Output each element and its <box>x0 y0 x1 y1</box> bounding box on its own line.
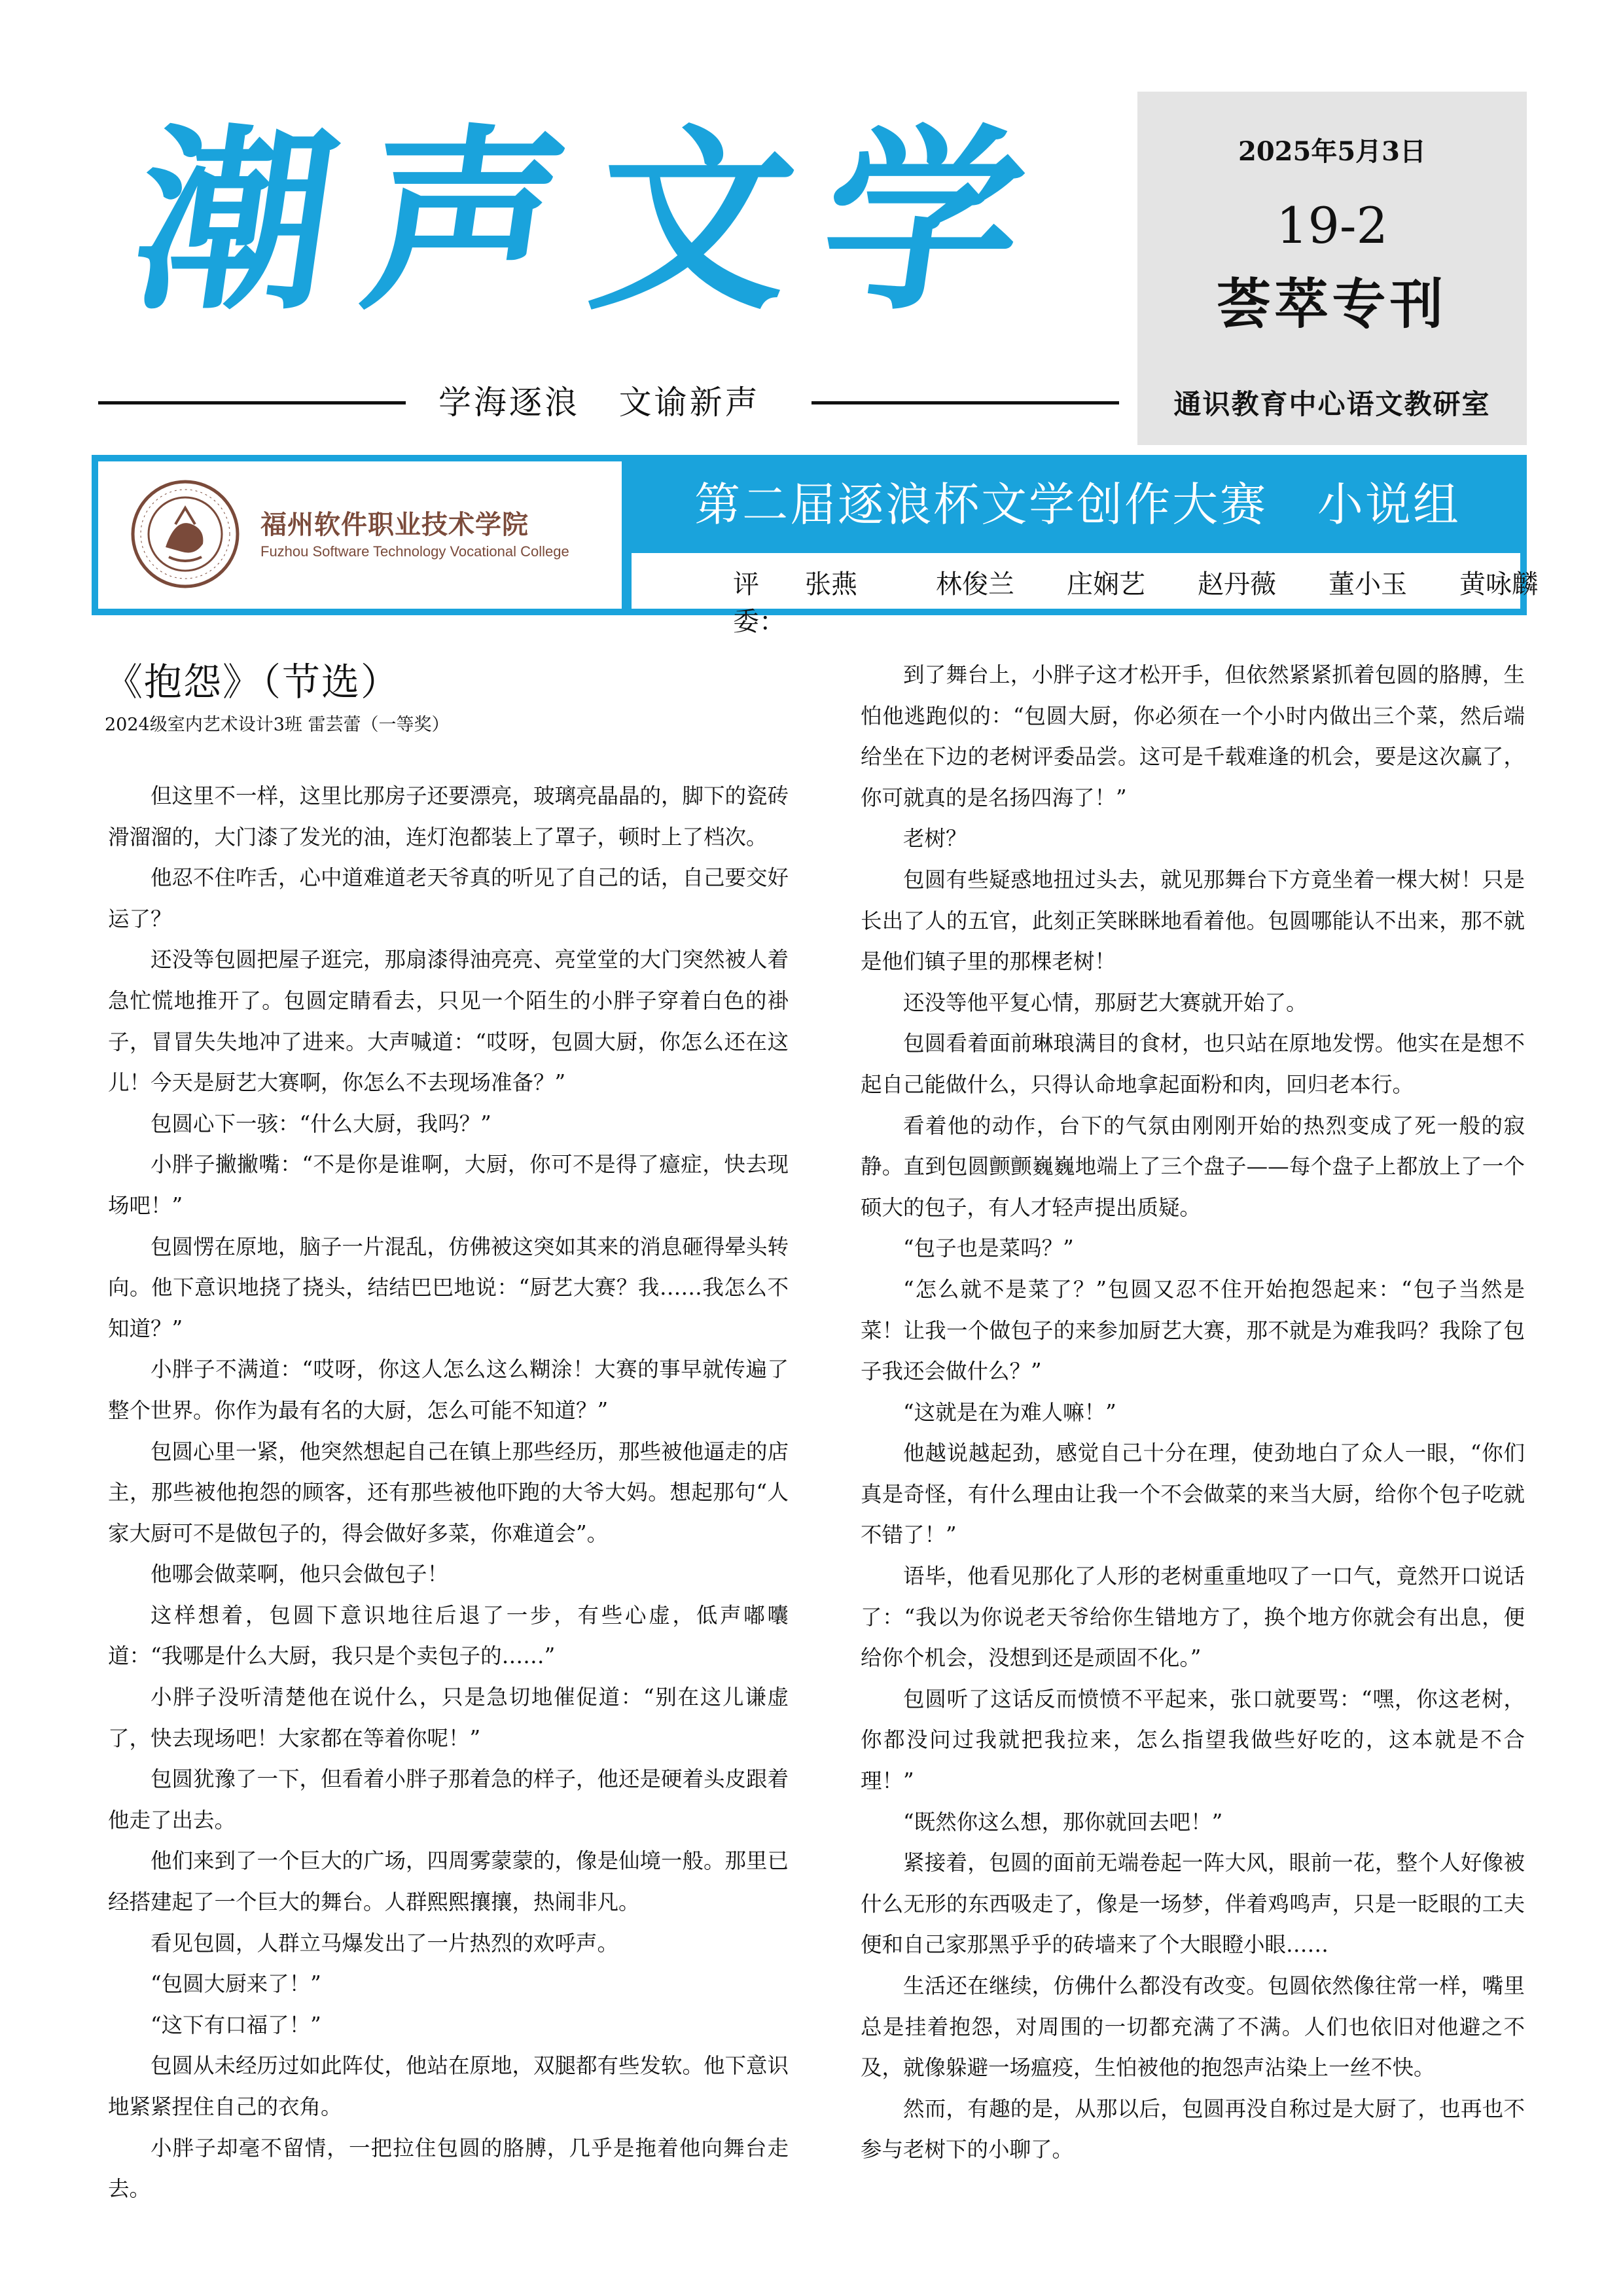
article-column-right <box>861 655 1525 2170</box>
paragraph: 小胖子没听清楚他在说什么，只是急切地催促道：“别在这儿谦虚了，快去现场吧！大家都在等着你呢！” <box>108 1685 789 1751</box>
slogan-row <box>98 376 1119 429</box>
judge-name: 庄娴艺 <box>1067 569 1145 600</box>
judges-label: 评委： <box>733 569 785 637</box>
judge-name: 张燕 <box>805 569 857 600</box>
paragraph: 紧接着，包圆的面前无端卷起一阵大风，眼前一花，整个人好像被什么无形的东西吸走了，像是一场梦，伴着鸡鸣声，只是一眨眼的工夫便和自己家那黑乎乎的砖墙来了个大眼瞪小眼…… <box>861 1850 1525 1958</box>
judges-panel <box>632 553 1538 637</box>
judge-name: 赵丹薇 <box>1198 569 1276 600</box>
paragraph: 然而，有趣的是，从那以后，包圆再没自称过是大厨了，也再也不参与老树下的小聊了。 <box>861 2096 1525 2162</box>
article-byline: 2024级室内艺术设计3班 雷芸蕾（一等奖） <box>105 715 450 735</box>
article-title: 《抱怨》（节选） <box>105 660 401 704</box>
paragraph: 他越说越起劲，感觉自己十分在理，使劲地白了众人一眼，“你们真是奇怪，有什么理由让我一个不会做菜的来当大厨，给你个包子吃就不错了！” <box>861 1441 1525 1548</box>
paragraph: 包圆看着面前琳琅满目的食材，也只站在原地发愣。他实在是想不起自己能做什么，只得认命地拿起面粉和肉，回归老本行。 <box>861 1031 1525 1097</box>
school-seal-icon <box>130 478 241 590</box>
issue-number: 19-2 <box>1276 196 1388 255</box>
paragraph: 小胖子却毫不留情，一把拉住包圆的胳膊，几乎是拖着他向舞台走去。 <box>108 2135 789 2202</box>
paragraph: 他们来到了一个巨大的广场，四周雾蒙蒙的，像是仙境一般。那里已经搭建起了一个巨大的舞台。人群熙熙攘攘，热闹非凡。 <box>108 1848 789 1915</box>
paragraph: 他哪会做菜啊，他只会做包子！ <box>151 1562 449 1587</box>
department: 通识教育中心语文教研室 <box>1173 388 1491 420</box>
paragraph: “这就是在为难人嘛！” <box>903 1399 1116 1425</box>
paragraph: “这下有口福了！” <box>151 2012 321 2037</box>
special-issue-label: 荟萃专刊 <box>1217 273 1448 336</box>
paragraph: 包圆犹豫了一下，但看着小胖子那着急的样子，他还是硬着头皮跟着他走了出去。 <box>108 1767 789 1833</box>
divider-left <box>98 401 406 404</box>
paragraph: 但这里不一样，这里比那房子还要漂亮，玻璃亮晶晶的，脚下的瓷砖滑溜溜的，大门漆了发光的油，连灯泡都装上了罩子，顿时上了档次。 <box>108 783 789 850</box>
issue-info-box <box>1137 92 1527 445</box>
paragraph: 包圆愣在原地，脑子一片混乱，仿佛被这突如其来的消息砸得晕头转向。他下意识地挠了挠头，结结巴巴地说：“厨艺大赛？我……我怎么不知道？” <box>108 1234 789 1341</box>
paragraph: 老树？ <box>903 826 967 852</box>
judges-list <box>733 564 1590 638</box>
paragraph: “既然你这么想，那你就回去吧！” <box>903 1809 1223 1835</box>
paragraph: 包圆从未经历过如此阵仗，他站在原地，双腿都有些发软。他下意识地紧紧捏住自己的衣角。 <box>108 2053 789 2119</box>
slogan: 学海逐浪 文谕新声 <box>438 384 760 422</box>
paragraph: 包圆听了这话反而愤愤不平起来，张口就要骂：“嘿，你这老树，你都没问过我就把我拉来，怎么指望我做些好吃的，这本就是不合理！” <box>861 1686 1525 1794</box>
paragraph: 生活还在继续，仿佛什么都没有改变。包圆依然像往常一样，嘴里总是挂着抱怨，对周围的一切都充满了不满。人们也依旧对他避之不及，就像躲避一场瘟疫，生怕被他的抱怨声沾染上一丝不快。 <box>861 1973 1525 2081</box>
paragraph: 还没等他平复心情，那厨艺大赛就开始了。 <box>903 990 1308 1015</box>
paragraph: 小胖子不满道：“哎呀，你这人怎么这么糊涂！大赛的事早就传遍了整个世界。你作为最有名的大厨，怎么可能不知道？” <box>108 1357 789 1423</box>
paragraph: “怎么就不是菜了？”包圆又忍不住开始抱怨起来：“包子当然是菜！让我一个做包子的来参加厨艺大赛，那不就是为难我吗？我除了包子我还会做什么？” <box>861 1276 1525 1384</box>
article-column-left <box>108 776 789 2210</box>
masthead-char: 潮 <box>121 108 350 336</box>
masthead-char: 声 <box>350 108 579 336</box>
masthead-char: 文 <box>579 108 808 336</box>
masthead-char: 学 <box>808 108 1037 336</box>
paragraph: 小胖子撇撇嘴：“不是你是谁啊，大厨，你可不是得了癔症，快去现场吧！” <box>108 1152 789 1218</box>
contest-title: 第二届逐浪杯文学创作大赛 小说组 <box>694 477 1461 531</box>
judge-name: 林俊兰 <box>936 569 1014 600</box>
paragraph: 语毕，他看见那化了人形的老树重重地叹了一口气，竟然开口说话了：“我以为你说老天爷给你生错地方了，换个地方你就会有出息，便给你个机会，没想到还是顽固不化。” <box>861 1564 1525 1671</box>
paragraph: 还没等包圆把屋子逛完，那扇漆得油亮亮、亮堂堂的大门突然被人着急忙慌地推开了。包圆定睛看去，只见一个陌生的小胖子穿着白色的褂子，冒冒失失地冲了进来。大声喊道：“哎呀，包圆大厨，你怎么还在这儿！今天是厨艺大赛啊，你怎么不去现场准备？” <box>108 947 789 1096</box>
paragraph: 包圆有些疑惑地扭过头去，就见那舞台下方竟坐着一棵大树！只是长出了人的五官，此刻正笑眯眯地看着他。包圆哪能认不出来，那不就是他们镇子里的那棵老树！ <box>861 867 1525 975</box>
paragraph: “包圆大厨来了！” <box>151 1971 321 1997</box>
divider-right <box>812 401 1119 404</box>
school-logo-panel <box>98 461 622 609</box>
paragraph: 看见包圆，人群立马爆发出了一片热烈的欢呼声。 <box>151 1930 619 1956</box>
paragraph: 到了舞台上，小胖子这才松开手，但依然紧紧抓着包圆的胳膊，生怕他逃跑似的：“包圆大厨，你必须在一个小时内做出三个菜，然后端给坐在下边的老树评委品尝。这可是千载难逢的机会，要是这次赢了，你可就真的是名扬四海了！” <box>861 662 1525 810</box>
paragraph: 看着他的动作，台下的气氛由刚刚开始的热烈变成了死一般的寂静。直到包圆颤颤巍巍地端上了三个盘子——每个盘子上都放上了一个硕大的包子，有人才轻声提出质疑。 <box>861 1113 1525 1220</box>
paragraph: 包圆心下一骇：“什么大厨，我吗？” <box>151 1111 491 1136</box>
paragraph: 包圆心里一紧，他突然想起自己在镇上那些经历，那些被他逼走的店主，那些被他抱怨的顾客，还有那些被他吓跑的大爷大妈。想起那句“人家大厨可不是做包子的，得会做好多菜，你难道会”。 <box>108 1439 789 1546</box>
paragraph: 他忍不住咋舌，心中道难道老天爷真的听见了自己的话，自己要交好运了？ <box>108 865 789 931</box>
judge-name: 黄咏麟 <box>1459 569 1538 600</box>
masthead-title <box>121 98 1119 347</box>
paragraph: “包子也是菜吗？” <box>903 1236 1074 1261</box>
school-name-cn: 福州软件职业技术学院 <box>260 510 529 540</box>
contest-banner <box>92 455 1538 637</box>
issue-date: 2025年5月3日 <box>1238 136 1426 167</box>
school-name-en: Fuzhou Software Technology Vocational College <box>260 543 569 560</box>
paragraph: 这样想着，包圆下意识地往后退了一步，有些心虚，低声嘟囔道：“我哪是什么大厨，我只是个卖包子的……” <box>108 1602 789 1669</box>
judge-name: 董小玉 <box>1329 569 1407 600</box>
